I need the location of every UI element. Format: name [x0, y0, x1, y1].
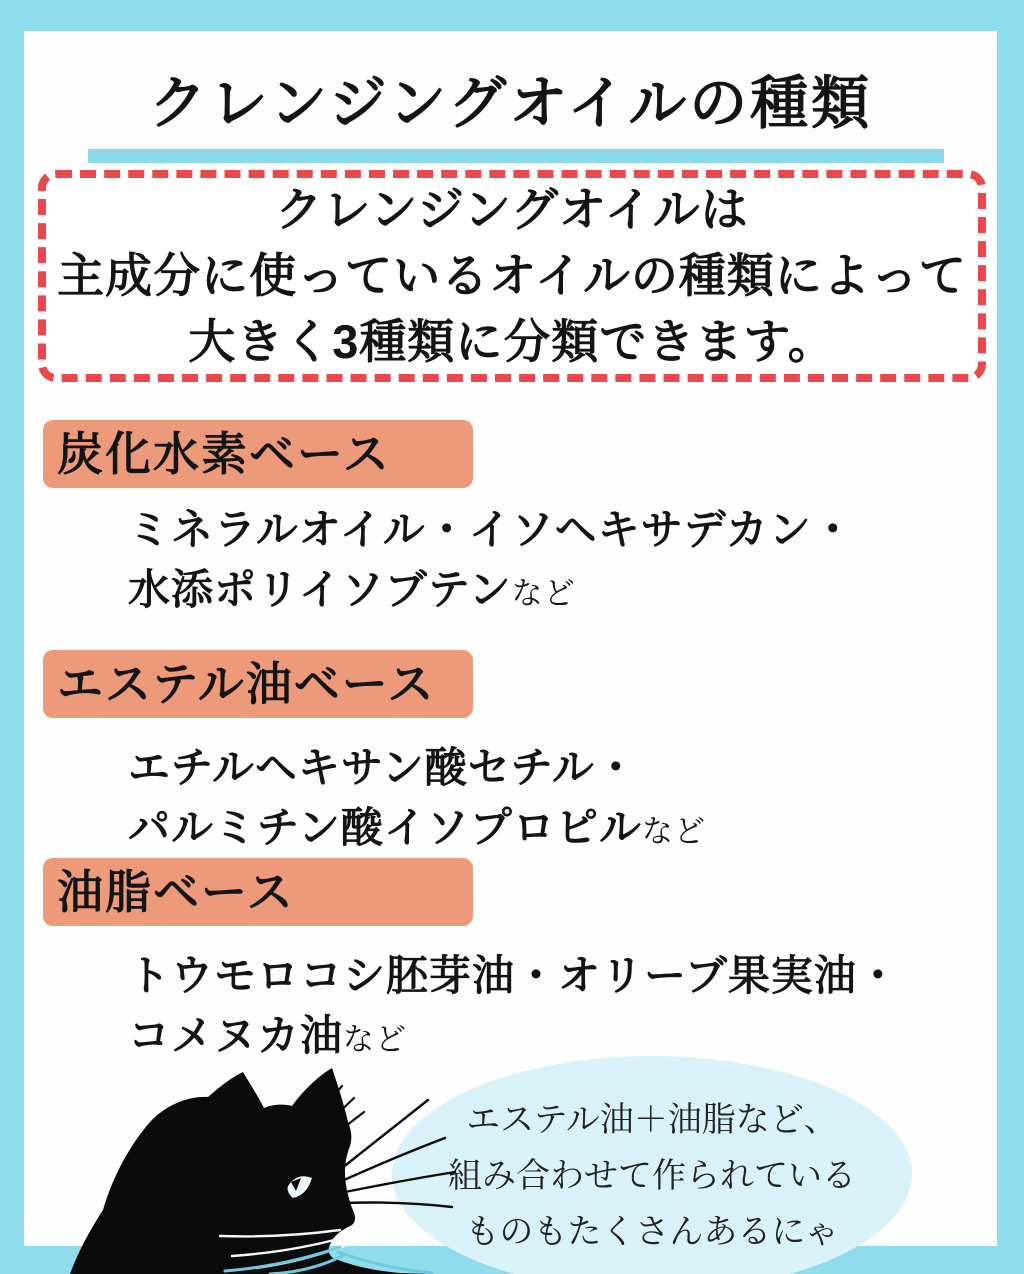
intro-dashed-box: [38, 170, 986, 382]
ingredient-text: コメヌカ油: [128, 1012, 344, 1059]
intro-line-2: 主成分に使っているオイルの種類によって: [57, 249, 967, 302]
section-header-hydrocarbon: 炭化水素ベース: [43, 420, 473, 488]
page-title: クレンジングオイルの種類: [148, 71, 873, 136]
section-header-fat-oil: 油脂ベース: [43, 858, 473, 926]
etc-suffix: など: [511, 576, 576, 611]
etc-suffix: など: [641, 814, 706, 849]
bubble-line-1: エステル油＋油脂など、: [466, 1101, 838, 1139]
etc-suffix: など: [343, 1022, 408, 1057]
section-body-fat-oil: [128, 946, 900, 1070]
section-body-line: エチルヘキサン酸セチル・: [128, 744, 638, 791]
bubble-line-3: ものもたくさんあるにゃ: [465, 1213, 839, 1251]
ingredient-text: 水添ポリイソブテン: [128, 566, 512, 613]
section-body-ester-oil: [128, 738, 706, 862]
section-body-hydrocarbon: [128, 500, 855, 624]
ingredient-text: パルミチン酸イソプロピル: [128, 804, 642, 851]
intro-line-1: クレンジングオイルは: [275, 183, 749, 236]
section-body-line: [128, 798, 706, 862]
section-body-line: [128, 560, 855, 624]
black-cat-silhouette-icon: [60, 1060, 480, 1274]
intro-line-3: 大きく3種類に分類できます。: [188, 315, 836, 368]
section-body-line: トウモロコシ胚芽油・オリーブ果実油・: [128, 952, 900, 999]
title-underline-bar: [88, 149, 944, 163]
section-body-line: ミネラルオイル・イソヘキサデカン・: [128, 506, 855, 553]
bubble-line-2: 組み合わせて作られている: [448, 1157, 856, 1195]
section-header-ester-oil: エステル油ベース: [43, 650, 473, 718]
